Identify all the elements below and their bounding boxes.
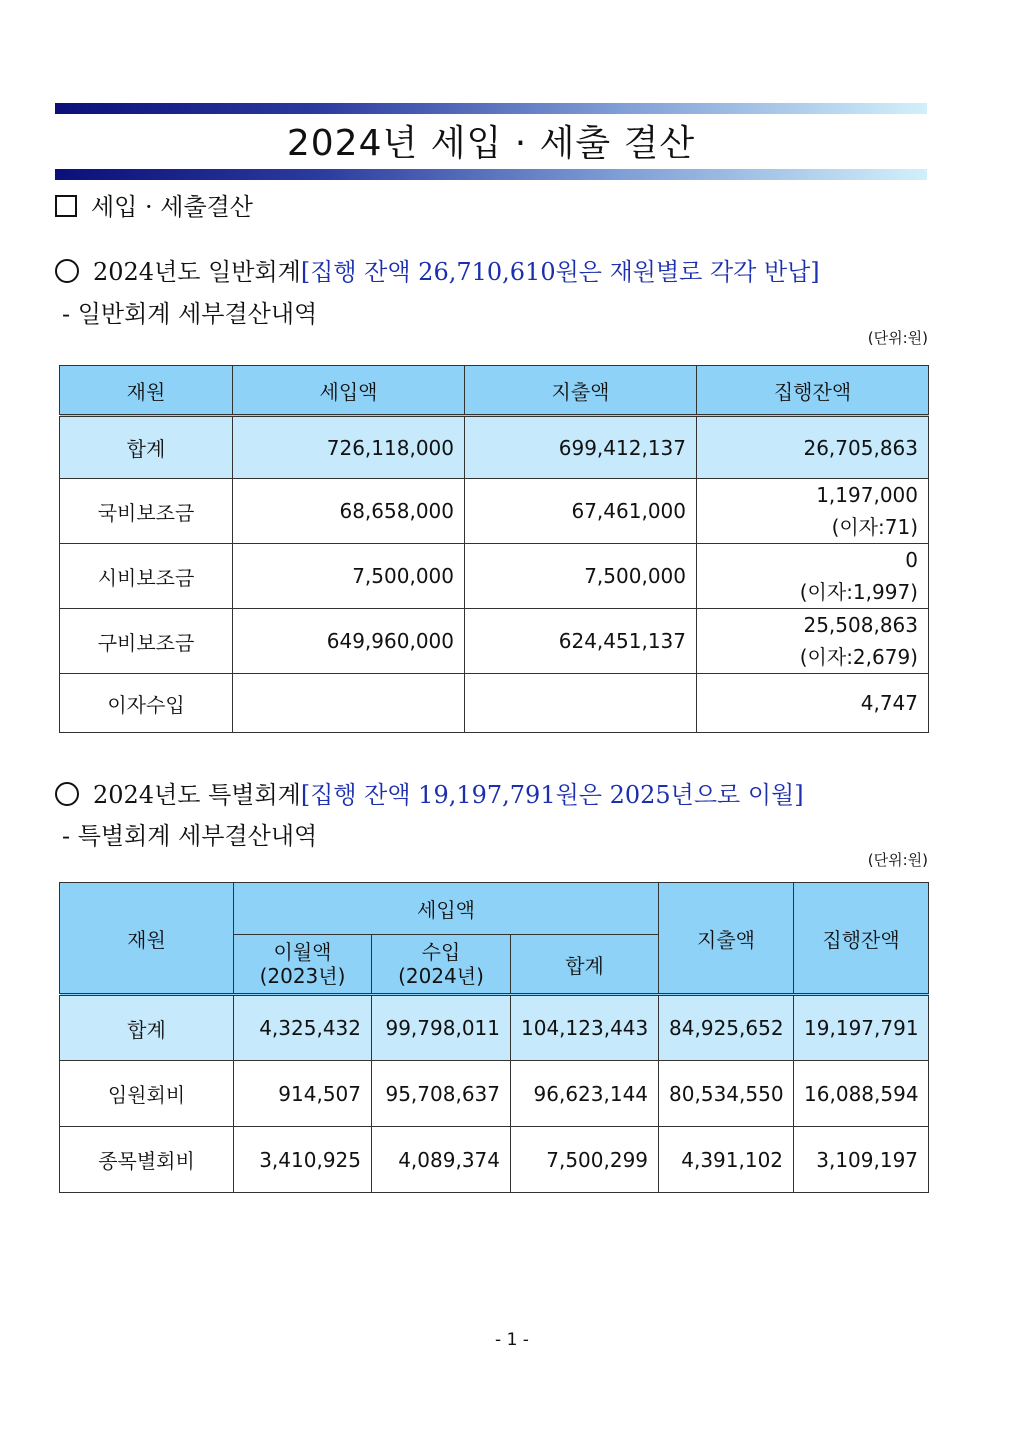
section-heading <box>55 192 253 222</box>
row-balance-cell <box>697 479 929 544</box>
page-number: - 1 - <box>495 1330 529 1350</box>
row-expense: 80,534,550 <box>659 1061 794 1127</box>
table-row <box>60 609 929 674</box>
special-header-source: 재원 <box>60 883 234 995</box>
row-name: 종목별회비 <box>60 1127 234 1193</box>
income-year: (2024년) <box>398 964 484 988</box>
title-bar-top <box>55 103 927 114</box>
row-expense: 7,500,000 <box>465 544 697 609</box>
row-balance: 4,747 <box>697 674 929 733</box>
general-heading-note: [집행 잔액 26,710,610원은 재원별로 각각 반납] <box>300 258 820 286</box>
row-name: 이자수입 <box>60 674 233 733</box>
row-name: 시비보조금 <box>60 544 233 609</box>
title-bar-bottom <box>55 169 927 180</box>
circle-bullet-icon <box>55 259 79 283</box>
general-header-source: 재원 <box>60 366 233 416</box>
general-header-row <box>60 366 929 416</box>
row-sum: 96,623,144 <box>511 1061 659 1127</box>
special-unit: (단위:원) <box>867 851 928 869</box>
row-revenue: 726,118,000 <box>233 416 465 479</box>
page-title: 2024년 세입 · 세출 결산 <box>286 123 696 164</box>
row-name: 합계 <box>60 416 233 479</box>
special-header-revenue: 세입액 <box>234 883 659 935</box>
special-heading <box>55 780 804 810</box>
section-heading-text: 세입 · 세출결산 <box>91 193 253 221</box>
special-heading-prefix: 2024년도 특별회계 <box>93 781 301 809</box>
row-revenue <box>233 674 465 733</box>
row-balance: 16,088,594 <box>794 1061 929 1127</box>
income-label: 수입 <box>421 940 461 964</box>
row-balance: 26,705,863 <box>697 416 929 479</box>
row-interest: (이자:71) <box>831 515 918 539</box>
general-heading-prefix: 2024년도 일반회계 <box>93 258 301 286</box>
row-balance: 3,109,197 <box>794 1127 929 1193</box>
row-name: 합계 <box>60 995 234 1061</box>
special-header-expense: 지출액 <box>659 883 794 995</box>
row-balance: 25,508,863 <box>803 613 918 637</box>
row-name: 구비보조금 <box>60 609 233 674</box>
row-name: 임원회비 <box>60 1061 234 1127</box>
row-income: 95,708,637 <box>372 1061 511 1127</box>
row-balance-cell <box>697 609 929 674</box>
row-revenue: 649,960,000 <box>233 609 465 674</box>
table-row <box>60 479 929 544</box>
row-income: 99,798,011 <box>372 995 511 1061</box>
row-expense: 67,461,000 <box>465 479 697 544</box>
row-expense: 4,391,102 <box>659 1127 794 1193</box>
row-expense: 84,925,652 <box>659 995 794 1061</box>
carry-label: 이월액 <box>273 940 332 964</box>
row-interest: (이자:2,679) <box>799 645 918 669</box>
general-header-balance: 집행잔액 <box>697 366 929 416</box>
table-row <box>60 1127 929 1193</box>
checkbox-square-icon <box>55 195 77 217</box>
special-header-sum: 합계 <box>511 935 659 995</box>
special-header-income <box>372 935 511 995</box>
special-header-row-1 <box>60 883 929 935</box>
row-name: 국비보조금 <box>60 479 233 544</box>
general-heading <box>55 257 820 287</box>
general-header-expense: 지출액 <box>465 366 697 416</box>
row-carry: 3,410,925 <box>234 1127 372 1193</box>
special-header-balance: 집행잔액 <box>794 883 929 995</box>
special-account-table <box>59 882 929 1193</box>
table-row <box>60 416 929 479</box>
row-revenue: 68,658,000 <box>233 479 465 544</box>
row-sum: 7,500,299 <box>511 1127 659 1193</box>
table-row <box>60 995 929 1061</box>
row-expense: 624,451,137 <box>465 609 697 674</box>
row-balance: 0 <box>905 548 918 572</box>
row-balance: 19,197,791 <box>794 995 929 1061</box>
row-interest: (이자:1,997) <box>799 580 918 604</box>
row-revenue: 7,500,000 <box>233 544 465 609</box>
general-unit: (단위:원) <box>867 329 928 347</box>
row-expense: 699,412,137 <box>465 416 697 479</box>
general-account-table <box>59 365 929 733</box>
special-sub-heading: - 특별회계 세부결산내역 <box>62 822 318 850</box>
row-income: 4,089,374 <box>372 1127 511 1193</box>
row-balance-cell <box>697 544 929 609</box>
row-carry: 914,507 <box>234 1061 372 1127</box>
row-balance: 1,197,000 <box>816 483 918 507</box>
special-header-carry <box>234 935 372 995</box>
general-header-revenue: 세입액 <box>233 366 465 416</box>
row-expense <box>465 674 697 733</box>
row-carry: 4,325,432 <box>234 995 372 1061</box>
table-row <box>60 544 929 609</box>
row-sum: 104,123,443 <box>511 995 659 1061</box>
special-heading-note: [집행 잔액 19,197,791원은 2025년으로 이월] <box>300 781 804 809</box>
table-row <box>60 674 929 733</box>
carry-year: (2023년) <box>259 964 346 988</box>
general-sub-heading: - 일반회계 세부결산내역 <box>62 300 318 328</box>
circle-bullet-icon <box>55 782 79 806</box>
table-row <box>60 1061 929 1127</box>
